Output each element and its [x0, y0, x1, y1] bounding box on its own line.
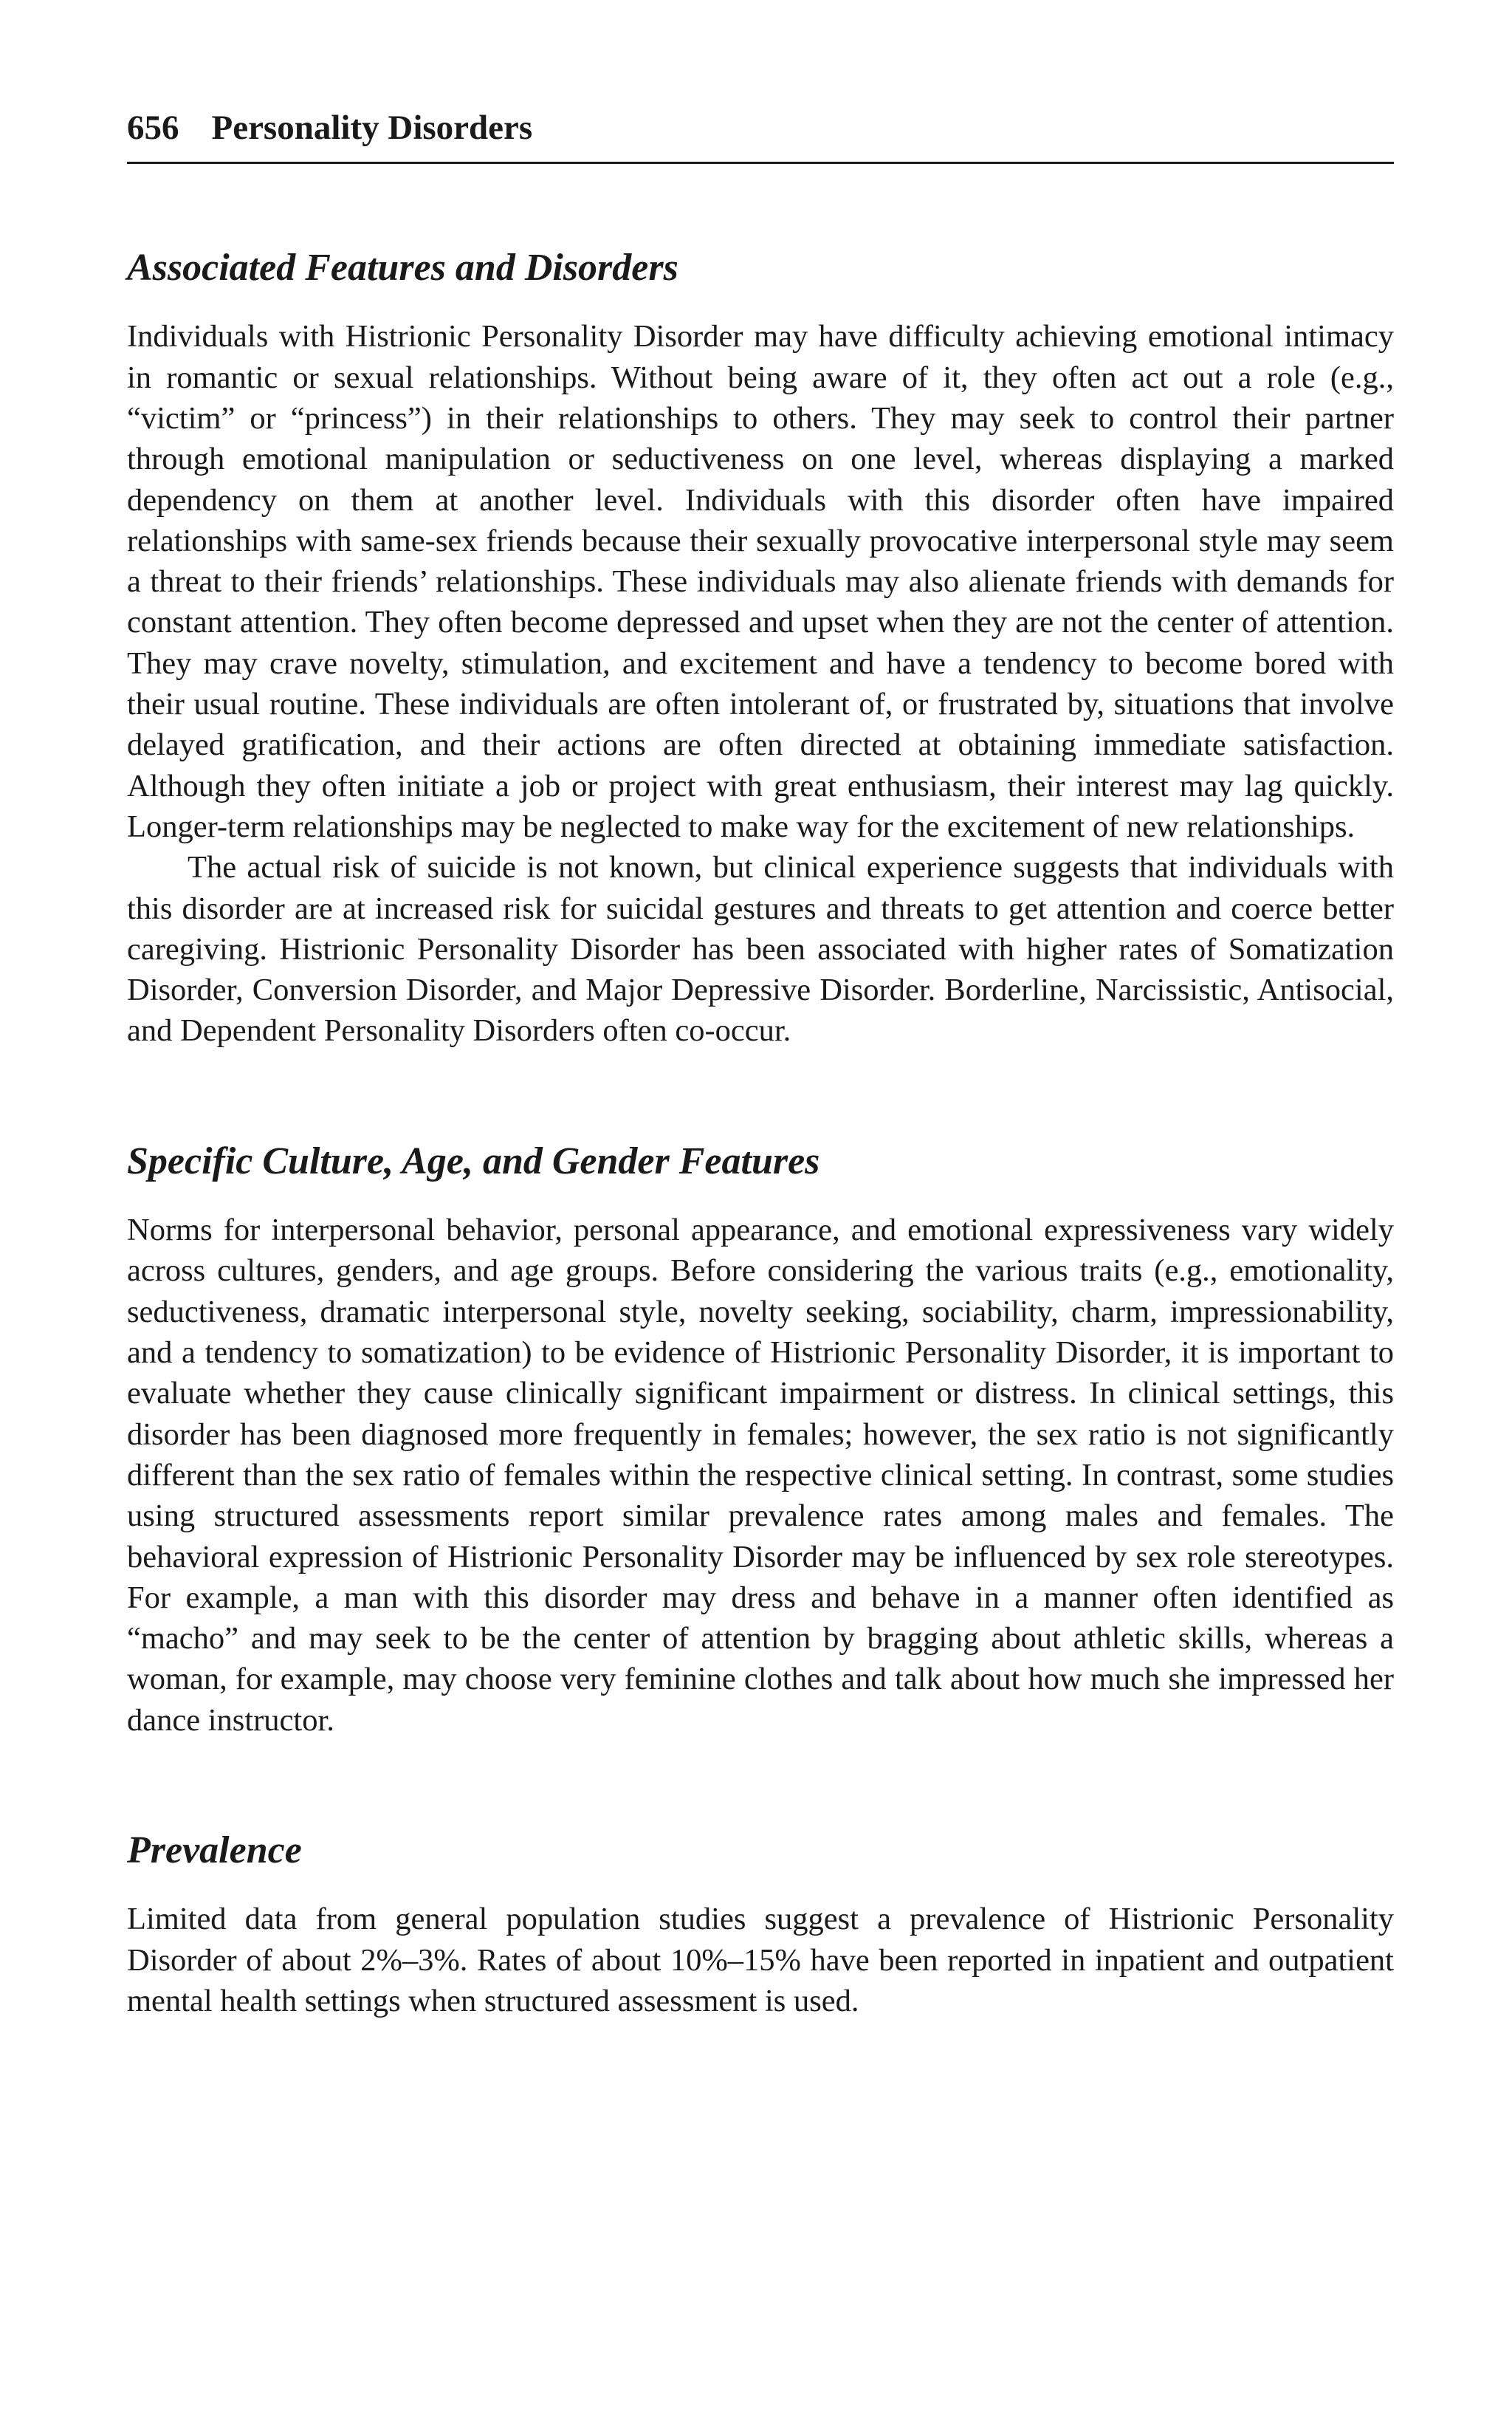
- document-page: [127, 111, 1394, 2021]
- section-heading: Associated Features and Disorders: [127, 247, 678, 289]
- section-heading: Prevalence: [127, 1829, 302, 1871]
- running-head: [127, 111, 1394, 164]
- section-heading: Specific Culture, Age, and Gender Features: [127, 1140, 820, 1182]
- body-paragraph: Limited data from general population studies suggest a prevalence of Histrionic Personality Disorder of about 2%–3%. Rates of about 10%–15% have been reported in inpatient and outpatient mental health settings when structured assessment is used.: [127, 1902, 1394, 2018]
- body-paragraph: Norms for interpersonal behavior, personal appearance, and emotional expressiveness vary widely across cultures, genders, and age groups. Before considering the various traits (e.g., emotionality, seductiveness, dramatic interpersonal style, novelty seeking, sociability, charm, impressionability, and a tendency to somatization) to be evidence of Histrionic Personality Disorder, it is important to evaluate whether they cause clinically significant impairment or distress. In clinical settings, this disorder has been diagnosed more frequently in females; however, the sex ratio is not significantly different than the sex ratio of females within the respective clinical setting. In contrast, some studies using structured assessments report similar prevalence rates among males and females. The behavioral expression of Histrionic Personality Disorder may be influenced by sex role stereotypes. For example, a man with this disorder may dress and behave in a manner often identified as “macho” and may seek to be the center of attention by bragging about athletic skills, whereas a woman, for example, may choose very feminine clothes and talk about how much she impressed her dance instructor.: [127, 1213, 1394, 1738]
- section-culture-age-gender: [127, 1139, 1394, 1741]
- section-associated-features: [127, 245, 1394, 1052]
- body-paragraph: The actual risk of suicide is not known, but clinical experience suggests that individuals with this disorder are at increased risk for suicidal gestures and threats to get attention and coerce better caregiving. Histrionic Personality Disorder has been associated with higher rates of Somatization Disorder, Conversion Disorder, and Major Depressive Disorder. Borderline, Narcissistic, Antisocial, and Dependent Personality Disorders often co-occur.: [127, 850, 1394, 1049]
- section-prevalence: [127, 1828, 1394, 2021]
- page-number: 656: [127, 109, 179, 147]
- body-paragraph: Individuals with Histrionic Personality Disorder may have difficulty achieving emotional intimacy in romantic or sexual relationships. Without being aware of it, they often act out a role (e.g., “victim” or “princess”) in their relationships to others. They may seek to control their partner through emotional manipulation or seductiveness on one level, whereas displaying a marked dependency on them at another level. Individuals with this disorder often have impaired relationships with same-sex friends because their sexually provocative interpersonal style may seem a threat to their friends’ relationships. These individuals may also alienate friends with demands for constant attention. They often become depressed and upset when they are not the center of attention. They may crave novelty, stimulation, and excitement and have a tendency to become bored with their usual routine. These individuals are often intolerant of, or frustrated by, situations that involve delayed gratification, and their actions are often directed at obtaining immediate satisfaction. Although they often initiate a job or project with great enthusiasm, their interest may lag quickly. Longer-term relationships may be neglected to make way for the excitement of new relationships.: [127, 319, 1394, 844]
- running-title: Personality Disorders: [211, 109, 533, 147]
